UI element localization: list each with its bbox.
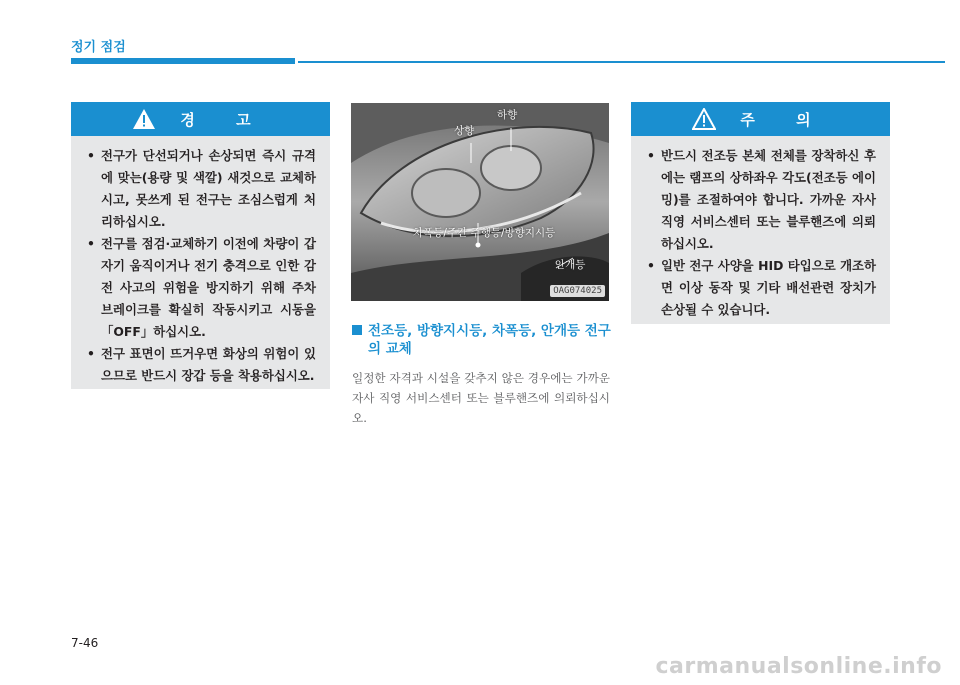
label-low-beam: 상향 — [454, 125, 475, 137]
warning-list — [71, 136, 330, 395]
caution-title: 주 의 — [740, 110, 829, 129]
caution-box — [631, 102, 890, 324]
page-number: 7-46 — [71, 636, 99, 650]
watermark: carmanualsonline.info — [655, 654, 942, 679]
photo-code: OAG074025 — [550, 285, 605, 297]
list-item: • 반드시 전조등 본체 전체를 장착하신 후에는 램프의 상하좌우 각도(전조등 에이밍)를 조절하여야 합니다. 가까운 자사 직영 서비스센터 또는 블루핸즈에 의뢰하십시오. — [647, 148, 876, 251]
warning-box — [71, 102, 330, 389]
header-bar-thick — [71, 58, 295, 64]
square-bullet-icon — [352, 325, 362, 335]
header-bar-thin — [298, 61, 945, 63]
warning-item-text: 전구 표면이 뜨거우면 화상의 위험이 있으므로 반드시 장갑 등을 착용하십시오. — [101, 346, 316, 383]
headlamp-photo — [351, 103, 609, 301]
section-heading-line2: 의 교체 — [368, 341, 412, 357]
caution-triangle-icon — [692, 108, 716, 130]
section-heading-line1: 전조등, 방향지시등, 차폭등, 안개등 전구 — [368, 323, 611, 339]
section-heading — [352, 322, 612, 358]
section-title: 정기 점검 — [71, 40, 126, 55]
label-turn-signal: 차폭등/주간 주행등/방향지시등 — [413, 227, 556, 239]
list-item: • 전구가 단선되거나 손상되면 즉시 규격에 맞는(용량 및 색깔) 새것으로 교체하시고, 못쓰게 된 전구는 조심스럽게 처리하십시오. — [87, 148, 316, 229]
warning-title: 경 고 — [180, 110, 269, 129]
warning-item-text: 전구를 점검·교체하기 이전에 차량이 갑자기 움직이거나 전기 충격으로 인한 감전 사고의 위험을 방지하기 위해 주차 브레이크를 확실히 작동시키고 시동을 「OFF」하십시오. — [101, 236, 316, 339]
list-item: • 전구를 점검·교체하기 이전에 차량이 갑자기 움직이거나 전기 충격으로 인한 감전 사고의 위험을 방지하기 위해 주차 브레이크를 확실히 작동시키고 시동을 「OFF」하십시오. — [87, 236, 316, 339]
section-body: 일정한 자격과 시설을 갖추지 않은 경우에는 가까운 자사 직영 서비스센터 또는 블루핸즈에 의뢰하십시오. — [352, 371, 610, 425]
caution-list — [631, 136, 890, 329]
list-item: • 전구 표면이 뜨거우면 화상의 위험이 있으므로 반드시 장갑 등을 착용하십시오. — [87, 346, 316, 383]
caution-item-text: 반드시 전조등 본체 전체를 장착하신 후에는 램프의 상하좌우 각도(전조등 에이밍)를 조절하여야 합니다. 가까운 자사 직영 서비스센터 또는 블루핸즈에 의뢰하십시오. — [661, 148, 876, 251]
warning-triangle-icon — [132, 108, 156, 130]
list-item: • 일반 전구 사양을 HID 타입으로 개조하면 이상 동작 및 기타 배선관련 장치가 손상될 수 있습니다. — [647, 258, 876, 317]
label-fog-lamp: 안개등 — [555, 259, 586, 271]
label-high-beam: 하향 — [497, 109, 518, 121]
caution-item-text: 일반 전구 사양을 HID 타입으로 개조하면 이상 동작 및 기타 배선관련 장치가 손상될 수 있습니다. — [661, 258, 876, 317]
warning-item-text: 전구가 단선되거나 손상되면 즉시 규격에 맞는(용량 및 색깔) 새것으로 교체하시고, 못쓰게 된 전구는 조심스럽게 처리하십시오. — [101, 148, 316, 229]
warning-header — [71, 102, 330, 136]
caution-header — [631, 102, 890, 136]
